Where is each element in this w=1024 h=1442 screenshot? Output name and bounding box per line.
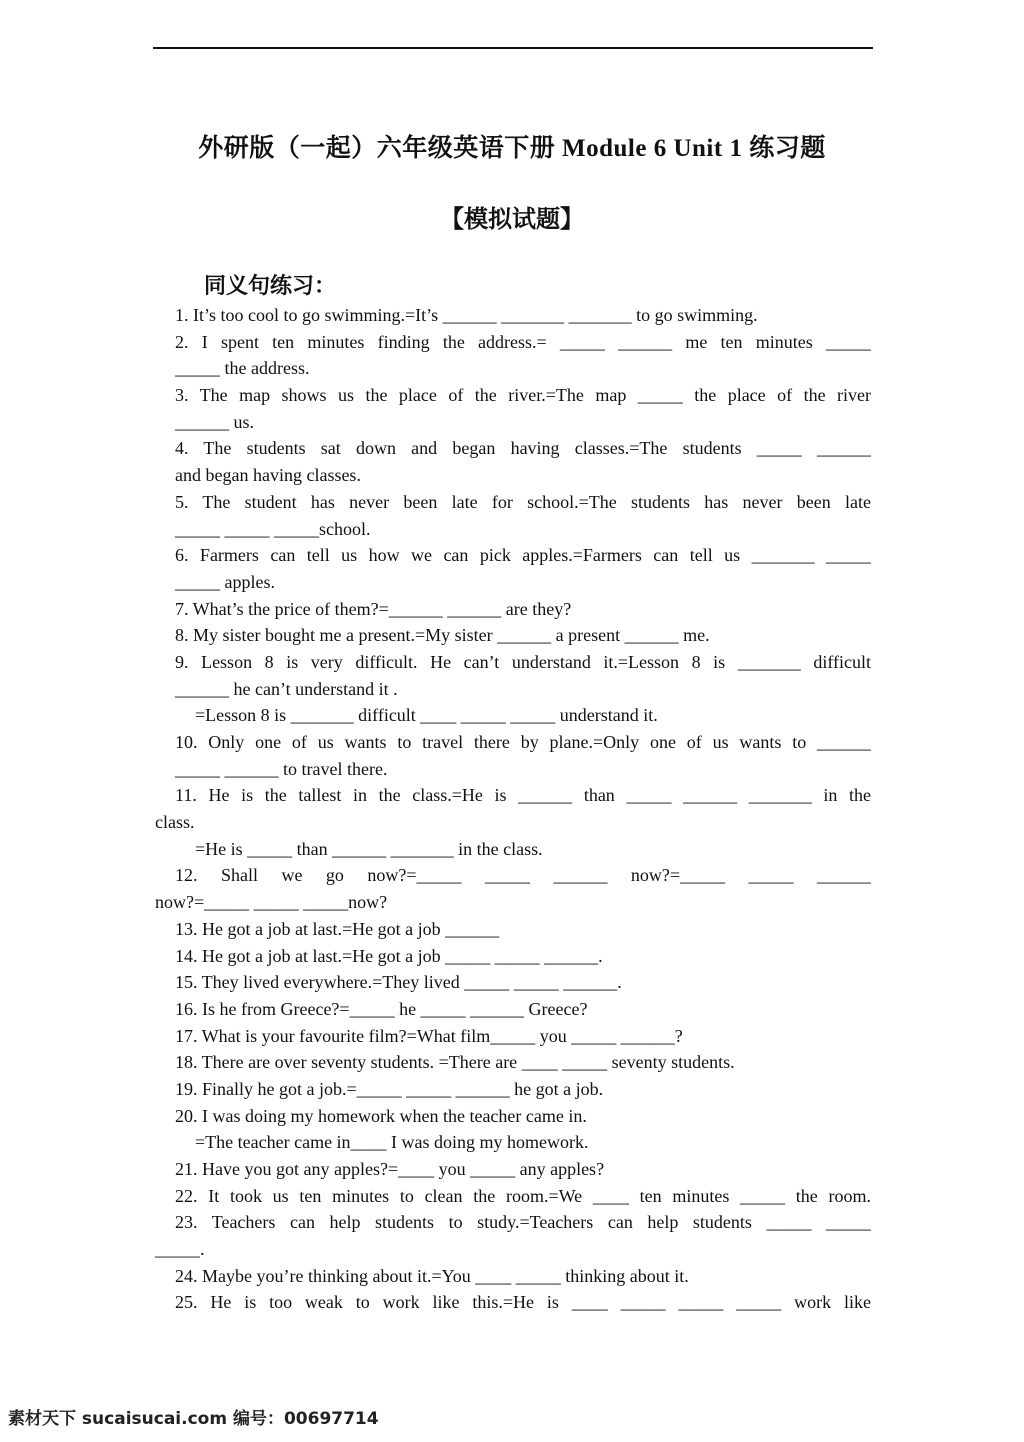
exercise-line: class. [155, 812, 195, 833]
exercise-line: 16. Is he from Greece?=_____ he _____ ______ Greece? [175, 998, 588, 1019]
exercise-line: =Lesson 8 is _______ difficult ____ _____ _____ understand it. [195, 705, 658, 726]
exercise-line: 2. I spent ten minutes finding the address.= _____ ______ me ten minutes _____ [175, 331, 871, 352]
exercise-line: =The teacher came in____ I was doing my homework. [195, 1132, 589, 1153]
exercise-line: _____ _____ _____school. [175, 518, 371, 539]
exercise-line: 23. Teachers can help students to study.=Teachers can help students _____ _____ [175, 1212, 871, 1233]
exercise-line: 15. They lived everywhere.=They lived _____ _____ ______. [175, 972, 622, 993]
exercise-line: ______ us. [175, 411, 255, 432]
exercise-line: 7. What’s the price of them?=______ ______ are they? [175, 598, 572, 619]
exercise-line: _____ ______ to travel there. [175, 758, 388, 779]
exercise-line: 4. The students sat down and began having classes.=The students _____ ______ [175, 438, 871, 459]
exercise-list [155, 302, 871, 1316]
exercise-line: 5. The student has never been late for school.=The students has never been late [175, 491, 871, 512]
exercise-line: 6. Farmers can tell us how we can pick apples.=Farmers can tell us _______ _____ [175, 545, 871, 566]
page-subtitle: 【模拟试题】 [440, 207, 584, 233]
exercise-line: ______ he can’t understand it . [175, 678, 398, 699]
exercise-line: 18. There are over seventy students. =There are ____ _____ seventy students. [175, 1052, 735, 1073]
exercise-line: 17. What is your favourite film?=What film_____ you _____ ______? [175, 1025, 683, 1046]
exercise-line: 19. Finally he got a job.=_____ _____ ______ he got a job. [175, 1078, 604, 1099]
exercise-line: _____. [155, 1239, 205, 1260]
exercise-line: and began having classes. [175, 465, 361, 486]
section-title: 同义句练习： [204, 273, 337, 298]
exercise-line: 3. The map shows us the place of the river.=The map _____ the place of the river [175, 385, 871, 406]
exercise-line: now?=_____ _____ _____now? [155, 892, 388, 913]
exercise-line: _____ apples. [175, 571, 275, 592]
watermark: 素材天下 sucaisucai.com 编号：00697714 [8, 1409, 379, 1429]
exercise-line: 10. Only one of us wants to travel there by plane.=Only one of us wants to ______ [175, 732, 871, 752]
exercise-line: 21. Have you got any apples?=____ you _____ any apples? [175, 1159, 605, 1179]
exercise-line: 12. Shall we go now?=_____ _____ ______ now?=_____ _____ ______ [175, 865, 871, 886]
exercise-line: 24. Maybe you’re thinking about it.=You ____ _____ thinking about it. [175, 1265, 689, 1286]
exercise-line: 13. He got a job at last.=He got a job ______ [175, 918, 500, 939]
exercise-line: 11. He is the tallest in the class.=He is ______ than _____ ______ _______ in the [175, 785, 871, 806]
exercise-line: 9. Lesson 8 is very difficult. He can’t understand it.=Lesson 8 is _______ difficult [175, 651, 871, 672]
exercise-line: 14. He got a job at last.=He got a job _____ _____ ______. [175, 945, 603, 966]
top-rule [153, 47, 873, 49]
exercise-line: =He is _____ than ______ _______ in the class. [195, 838, 543, 859]
exercise-line: 8. My sister bought me a present.=My sister ______ a present ______ me. [175, 625, 710, 646]
exercise-line: 22. It took us ten minutes to clean the room.=We ____ ten minutes _____ the room. [175, 1185, 871, 1206]
exercise-line: 25. He is too weak to work like this.=He is ____ _____ _____ _____ work like [175, 1292, 871, 1313]
exercise-line: _____ the address. [175, 358, 310, 379]
exercise-line: 20. I was doing my homework when the teacher came in. [175, 1105, 587, 1126]
page-title: 外研版（一起）六年级英语下册 Module 6 Unit 1 练习题 [198, 135, 826, 162]
exercise-line: 1. It’s too cool to go swimming.=It’s ______ _______ _______ to go swimming. [175, 305, 758, 325]
